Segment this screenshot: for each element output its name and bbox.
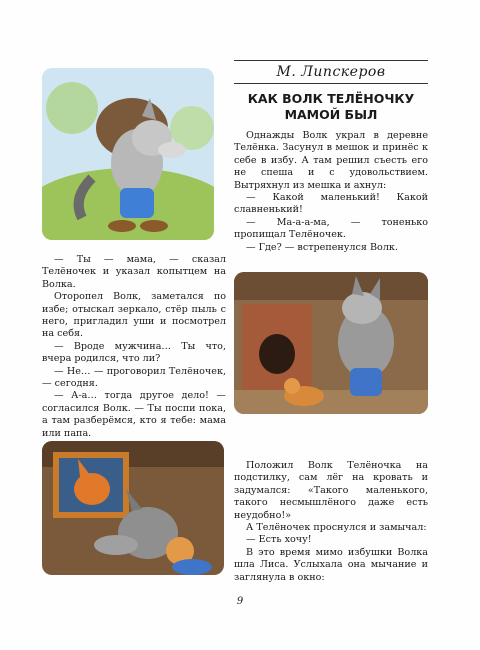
illustration-wolf-and-calf — [234, 272, 428, 414]
paragraph: А Телёночек проснулся и замычал: — [246, 522, 427, 534]
text-block-left-middle — [42, 254, 226, 440]
page-number: 9 — [236, 596, 244, 607]
paragraph: — Где? — встрепенулся Волк. — [246, 241, 398, 253]
illustration-fox-at-window — [42, 441, 224, 575]
paragraph: — Вроде мужчина… Ты что, вчера родился, что ли? — [42, 340, 226, 365]
paragraph: Оторопел Волк, заметался по избе; отыскал зеркало, стёр пыль с него, пригладил уши и посмотрел на себя. — [42, 291, 226, 340]
author-name: М. Липскеров — [234, 60, 428, 84]
paragraph: Однажды Волк украл в деревне Телёнка. Засунул в мешок и принёс к себе в избу. А там решил съесть его не спеша и с удовольствием. Вытряхнул из мешка и ахнул: — [234, 130, 428, 191]
illustration-wolf-with-sack — [42, 68, 214, 240]
title-line-2: МАМОЙ БЫЛ — [284, 107, 378, 122]
text-block-right-bottom — [234, 460, 428, 584]
title-line-1: КАК ВОЛК ТЕЛЁНОЧКУ — [247, 91, 415, 106]
paragraph: — А-а… тогда другое дело! — согласился Волк. — Ты поспи пока, а там разберёмся, кто я тебе: мама или папа. — [42, 390, 226, 439]
paragraph: — Какой маленький! Какой славненький! — [234, 192, 428, 216]
paragraph: Положил Волк Телёночка на подстилку, сам лёг на кровать и задумался: «Такого маленького, такого несмышлёного даже есть неудобно!» — [234, 460, 428, 521]
text-block-right-top — [234, 130, 428, 254]
paragraph: — Есть хочу! — [246, 534, 312, 546]
paragraph: — Не… — проговорил Телёночек, — сегодня. — [42, 365, 226, 390]
story-title — [234, 91, 428, 123]
paragraph: В это время мимо избушки Волка шла Лиса. Услыхала она мычание и заглянула в окно: — [234, 546, 428, 583]
paragraph: — Ма-а-а-ма, — тоненько пропищал Телёночек. — [234, 216, 428, 241]
paragraph: — Ты — мама, — сказал Телёночек и указал копытцем на Волка. — [42, 254, 226, 290]
